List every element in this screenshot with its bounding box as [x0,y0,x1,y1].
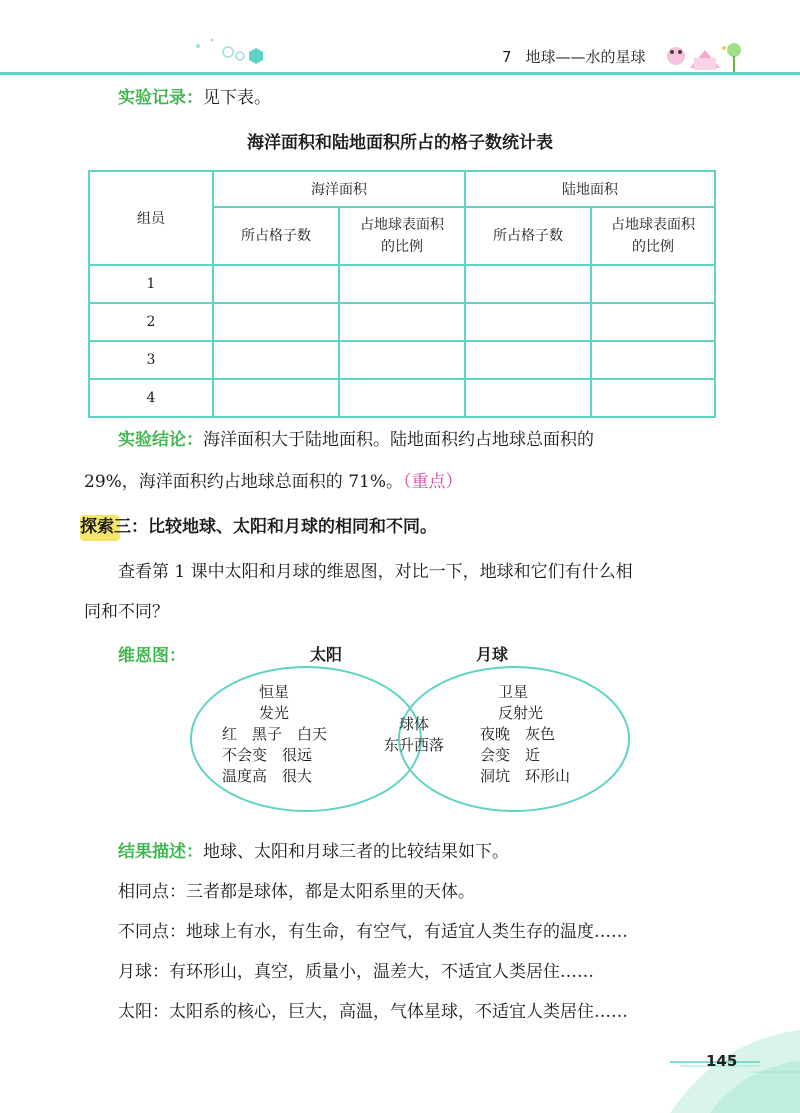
ratio-line-1: 占地球表面积 [360,217,444,233]
venn-item: 发光 [259,704,290,722]
conclusion-line-2 [84,470,462,494]
record-text: 见下表。 [203,88,271,108]
ocean-header: 海洋面积 [213,171,465,207]
ratio-line-2: 的比例 [632,239,674,255]
table-cell[interactable] [213,341,339,379]
table-title: 海洋面积和陆地面积所占的格子数统计表 [247,133,553,153]
conclusion-label: 实验结论： [118,430,203,450]
table-cell[interactable] [213,303,339,341]
table-cell[interactable] [339,265,465,303]
venn-right-items [480,682,610,787]
row-number: 4 [89,379,213,417]
ocean-ratio-header [339,207,465,265]
same-points: 相同点：三者都是球体，都是太阳系里的天体。 [118,882,475,902]
venn-right-title: 月球 [476,645,509,664]
land-ratio-header [591,207,715,265]
ratio-line-1: 占地球表面积 [611,217,695,233]
venn-left-title: 太阳 [310,645,343,664]
table-row [89,303,715,341]
table-cell[interactable] [465,303,591,341]
running-header [502,46,646,67]
table-cell[interactable] [465,265,591,303]
venn-item: 红 黑子 白天 [222,725,328,743]
table-cell[interactable] [591,265,715,303]
footer-decoration [560,1020,800,1113]
header-rule [0,72,800,75]
key-point-badge: （重点） [402,472,463,492]
results-line [118,840,509,864]
explore-title: 探索三：比较地球、太阳和月球的相同和不同。 [80,517,437,537]
row-number: 3 [89,341,213,379]
venn-left-items [222,682,352,787]
statistics-table [88,170,716,418]
page-number: 145 [706,1052,738,1070]
conclusion-text-2: 29%，海洋面积约占地球总面积的 71%。 [84,472,403,492]
sun-points: 太阳：太阳系的核心，巨大，高温，气体星球，不适宜人类居住…… [118,1002,628,1022]
table-cell[interactable] [591,341,715,379]
member-header: 组员 [89,171,213,265]
table-cell[interactable] [465,379,591,417]
venn-item: 球体 [398,715,429,733]
table-header-row [89,171,715,207]
table-cell[interactable] [339,379,465,417]
moon-points: 月球：有环形山，真空，质量小，温差大，不适宜人类居住…… [118,962,594,982]
land-cells-header: 所占格子数 [465,207,591,265]
venn-item: 会变 近 [480,746,541,764]
venn-center-items [374,714,454,756]
table-cell[interactable] [339,303,465,341]
row-number: 1 [89,265,213,303]
different-points: 不同点：地球上有水，有生命，有空气，有适宜人类生存的温度…… [118,922,628,942]
land-header: 陆地面积 [465,171,715,207]
table-cell[interactable] [591,379,715,417]
conclusion-text-1: 海洋面积大于陆地面积。陆地面积约占地球总面积的 [203,430,594,450]
venn-item: 东升西落 [383,736,444,754]
venn-item: 不会变 很远 [222,746,313,764]
venn-item: 卫星 [498,683,529,701]
venn-label: 维恩图： [118,646,186,666]
row-number: 2 [89,303,213,341]
prompt-line-1: 查看第 1 课中太阳和月球的维恩图，对比一下，地球和它们有什么相 [118,562,633,582]
table-cell[interactable] [339,341,465,379]
record-label: 实验记录： [118,88,203,108]
chapter-title: 地球——水的星球 [525,48,646,66]
ocean-cells-header: 所占格子数 [213,207,339,265]
record-line [118,86,271,110]
table-cell[interactable] [591,303,715,341]
table-cell[interactable] [465,341,591,379]
venn-item: 恒星 [259,683,290,701]
table-row [89,265,715,303]
table-row [89,341,715,379]
venn-item: 夜晚 灰色 [480,725,556,743]
results-label: 结果描述： [118,842,203,862]
table-row [89,379,715,417]
table-cell[interactable] [213,379,339,417]
venn-item: 温度高 很大 [222,767,313,785]
results-intro: 地球、太阳和月球三者的比较结果如下。 [203,842,509,862]
conclusion-line-1 [118,428,594,452]
prompt-line-2: 同和不同？ [84,602,169,622]
table-cell[interactable] [213,265,339,303]
chapter-number: 7 [502,48,512,66]
ratio-line-2: 的比例 [381,239,423,255]
venn-item: 洞坑 环形山 [480,767,571,785]
venn-item: 反射光 [498,704,544,722]
